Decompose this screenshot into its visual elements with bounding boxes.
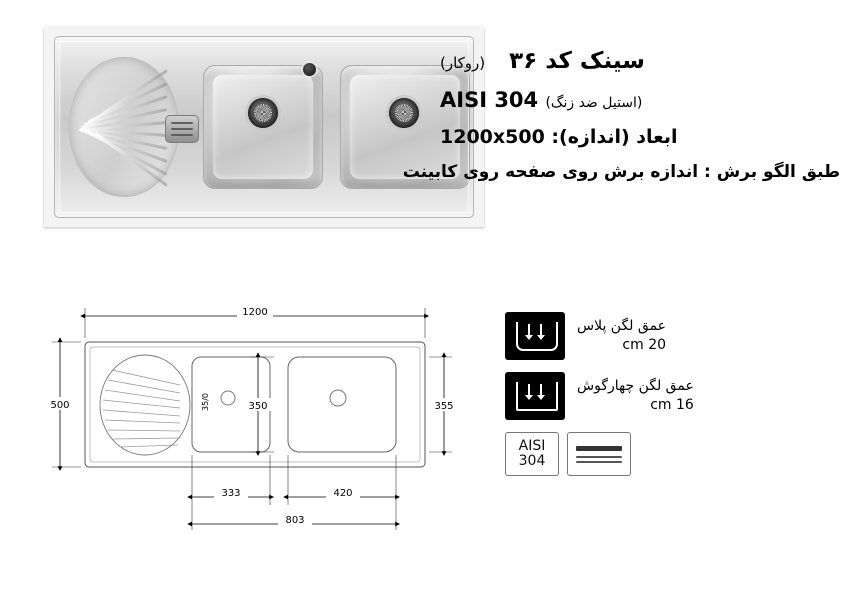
dim-bowl-inner-height: 350 [248, 401, 268, 412]
material-note: (استیل ضد زنگ) [545, 95, 643, 111]
aisi-304-badge [505, 432, 559, 476]
sink-body [54, 36, 474, 218]
material-code: AISI 304 [440, 88, 539, 112]
product-title-line [440, 48, 840, 74]
photo-frame [44, 27, 484, 227]
badge-row [505, 432, 805, 476]
product-title: سینک کد ۳۶ [509, 48, 645, 74]
bowl-depth-round-label: عمق لگن پلاس [577, 318, 667, 335]
bowl-depth-square-value: 16 cm [650, 397, 694, 413]
dim-top-width: 1200 [242, 307, 268, 318]
drain-channel-grip [165, 115, 199, 143]
sheet-thickness-icon [567, 432, 631, 476]
aisi-badge-top: AISI [518, 437, 546, 454]
bowl-depth-round-value: 20 cm [622, 337, 667, 353]
drain-strainer-icon [389, 98, 419, 128]
dim-bowls-total-width: 803 [285, 515, 305, 526]
bowl-depth-round-caption [577, 317, 666, 355]
icon-row-bowl-depth-square [505, 372, 805, 420]
product-title-sub: (روکار) [440, 54, 486, 72]
technical-drawing [40, 290, 460, 540]
dim-bowl-right-width: 420 [333, 488, 353, 499]
bowl-depth-square-icon [505, 372, 565, 420]
feature-icons [505, 312, 805, 476]
bowl-depth-square-caption [577, 377, 694, 415]
product-photo [44, 27, 484, 227]
dim-bowl-small-label: 35/0 [201, 393, 210, 411]
drain-strainer-icon [248, 98, 278, 128]
sink-bowl-left [203, 65, 323, 189]
aisi-badge-bottom: 304 [518, 453, 546, 469]
faucet-hole-icon [303, 63, 316, 76]
bowl-depth-square-label: عمق لگن چهارگوش [577, 378, 694, 395]
bowl-depth-round-icon [505, 312, 565, 360]
material-line [440, 88, 840, 112]
cut-note: طبق الگو برش : اندازه برش روی صفحه روی کابینت [402, 162, 840, 182]
specification-text [402, 48, 840, 196]
dimensions-value: 1200x500 [440, 126, 545, 148]
dim-bowl-left-width: 333 [221, 488, 241, 499]
dim-left-height: 500 [50, 400, 70, 411]
dimensions-label: ابعاد (اندازه): [551, 126, 678, 148]
dim-right-height: 355 [434, 401, 454, 412]
icon-row-bowl-depth-round [505, 312, 805, 360]
dimensions-line [440, 126, 840, 148]
